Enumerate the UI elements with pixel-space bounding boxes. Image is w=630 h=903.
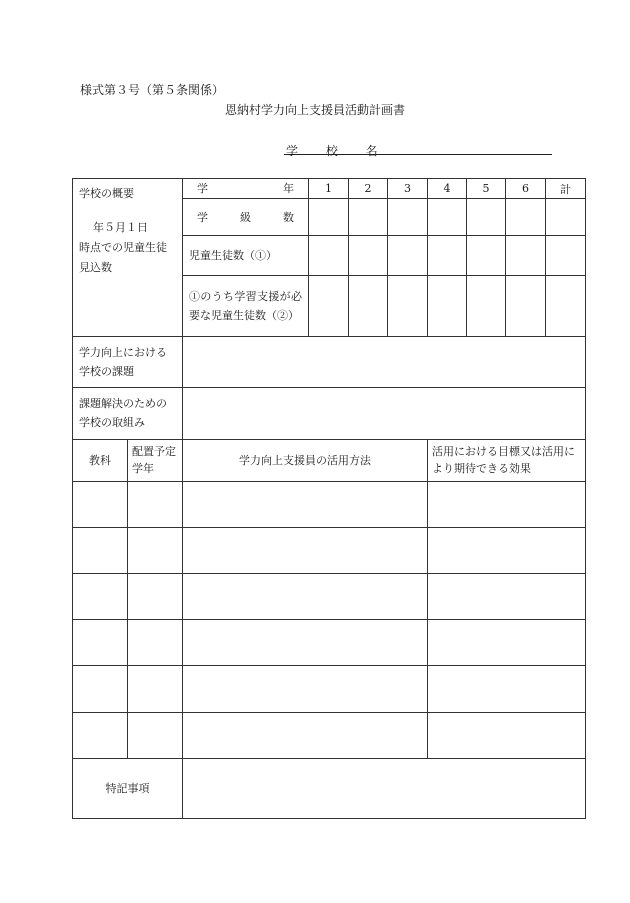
effect-cell[interactable] bbox=[428, 481, 586, 527]
effect-cell[interactable] bbox=[428, 528, 586, 574]
grade-cell[interactable] bbox=[128, 620, 183, 666]
grade-row-label: 学 年 bbox=[183, 179, 309, 199]
efforts-label: 課題解決のための学校の取組み bbox=[73, 387, 183, 439]
overview-date: 年５月１日 bbox=[93, 221, 148, 234]
students-cell[interactable] bbox=[428, 236, 467, 276]
students-cell[interactable] bbox=[467, 236, 506, 276]
classes-cell[interactable] bbox=[428, 199, 467, 236]
effect-cell[interactable] bbox=[428, 666, 586, 712]
method-cell[interactable] bbox=[183, 481, 428, 527]
grade-cell[interactable] bbox=[128, 666, 183, 712]
support-cell[interactable] bbox=[506, 276, 546, 337]
support-cell[interactable] bbox=[349, 276, 388, 337]
support-cell[interactable] bbox=[309, 276, 349, 337]
students-row-label: 児童生徒数（①） bbox=[183, 236, 309, 276]
effect-cell[interactable] bbox=[428, 620, 586, 666]
classes-cell[interactable] bbox=[467, 199, 506, 236]
grade-header: 1 bbox=[309, 179, 349, 199]
method-cell[interactable] bbox=[183, 528, 428, 574]
form-number: 様式第３号（第５条関係） bbox=[80, 83, 225, 97]
classes-cell[interactable] bbox=[546, 199, 586, 236]
overview-desc: 時点での児童生徒見込数 bbox=[79, 241, 167, 274]
students-cell[interactable] bbox=[388, 236, 428, 276]
students-cell[interactable] bbox=[309, 236, 349, 276]
students-cell[interactable] bbox=[506, 236, 546, 276]
grade-header: 5 bbox=[467, 179, 506, 199]
remarks-value[interactable] bbox=[183, 758, 586, 818]
grade-cell[interactable] bbox=[128, 481, 183, 527]
activity-plan-table bbox=[72, 178, 586, 819]
subject-cell[interactable] bbox=[73, 666, 128, 712]
classes-cell[interactable] bbox=[349, 199, 388, 236]
support-cell[interactable] bbox=[428, 276, 467, 337]
efforts-value[interactable] bbox=[183, 387, 586, 439]
grade-header: 計 bbox=[546, 179, 586, 199]
grade-header: 4 bbox=[428, 179, 467, 199]
method-cell[interactable] bbox=[183, 666, 428, 712]
effect-header: 活用における目標又は活用により期待できる効果 bbox=[428, 439, 586, 481]
grade-header-label: 配置予定学年 bbox=[128, 439, 183, 481]
overview-label-cell bbox=[73, 179, 183, 337]
support-cell[interactable] bbox=[546, 276, 586, 337]
subject-cell[interactable] bbox=[73, 620, 128, 666]
subject-cell[interactable] bbox=[73, 481, 128, 527]
grade-header: 6 bbox=[506, 179, 546, 199]
classes-cell[interactable] bbox=[506, 199, 546, 236]
support-row-label: ①のうち学習支援が必要な児童生徒数（②） bbox=[183, 276, 309, 337]
subject-cell[interactable] bbox=[73, 528, 128, 574]
school-name-line bbox=[284, 154, 552, 155]
effect-cell[interactable] bbox=[428, 574, 586, 620]
classes-cell[interactable] bbox=[309, 199, 349, 236]
method-cell[interactable] bbox=[183, 620, 428, 666]
grade-header: 3 bbox=[388, 179, 428, 199]
students-cell[interactable] bbox=[546, 236, 586, 276]
subject-cell[interactable] bbox=[73, 574, 128, 620]
grade-cell[interactable] bbox=[128, 574, 183, 620]
issues-value[interactable] bbox=[183, 337, 586, 387]
effect-cell[interactable] bbox=[428, 712, 586, 758]
classes-cell[interactable] bbox=[388, 199, 428, 236]
grade-header: 2 bbox=[349, 179, 388, 199]
overview-title: 学校の概要 bbox=[79, 187, 134, 200]
method-cell[interactable] bbox=[183, 712, 428, 758]
support-cell[interactable] bbox=[467, 276, 506, 337]
subject-header: 教科 bbox=[73, 439, 128, 481]
subject-cell[interactable] bbox=[73, 712, 128, 758]
classes-row-label: 学 級 数 bbox=[183, 199, 309, 236]
issues-label: 学力向上における学校の課題 bbox=[73, 337, 183, 387]
method-cell[interactable] bbox=[183, 574, 428, 620]
remarks-label: 特記事項 bbox=[73, 758, 183, 818]
support-cell[interactable] bbox=[388, 276, 428, 337]
method-header: 学力向上支援員の活用方法 bbox=[183, 439, 428, 481]
grade-cell[interactable] bbox=[128, 712, 183, 758]
document-title: 恩納村学力向上支援員活動計画書 bbox=[224, 103, 405, 117]
school-name-label: 学 校 名 bbox=[286, 144, 390, 158]
grade-cell[interactable] bbox=[128, 528, 183, 574]
students-cell[interactable] bbox=[349, 236, 388, 276]
